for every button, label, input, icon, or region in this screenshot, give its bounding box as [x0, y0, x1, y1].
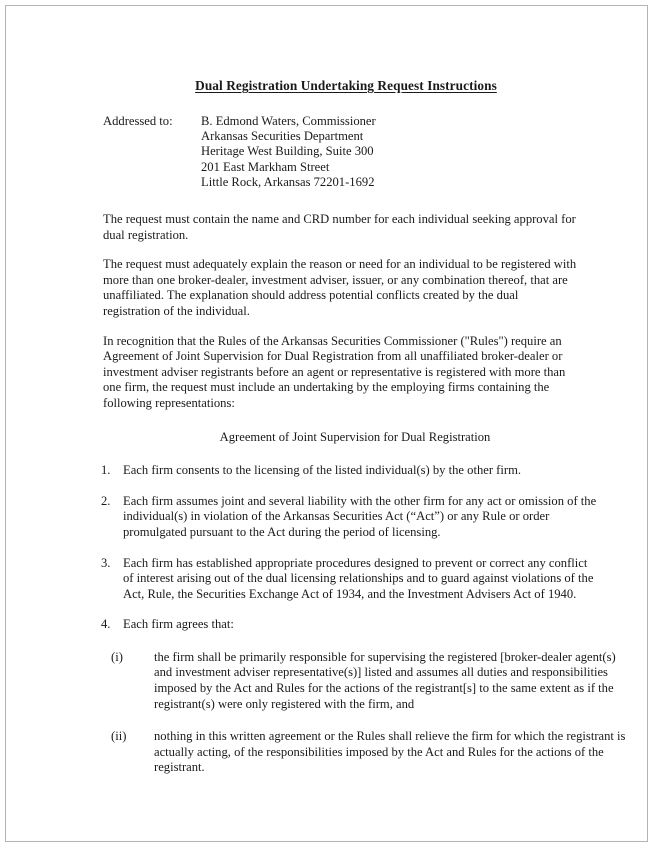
- document-page: [5, 5, 648, 842]
- addressed-to-label: Addressed to:: [103, 114, 173, 128]
- list-item: [97, 463, 597, 479]
- recipient-address: [201, 114, 376, 190]
- list-marker: 3.: [101, 555, 111, 570]
- sub-list-item-text: nothing in this written agreement or the Rules shall relieve the firm for which the registrant is actually acting, of the responsibilities imposed by the Act and Rules for the actions of the registrant.: [154, 729, 626, 775]
- sub-list-item-text: the firm shall be primarily responsible for supervising the registered [broker-dealer agent(s) and investment adviser representative(s)] listed and assumes all duties and responsibilities imposed by the Act and Rules for the actions of the registrant[s] to the same extent as if the registrant(s) were only registered with the firm, and: [154, 649, 616, 711]
- address-line: 201 East Markham Street: [201, 159, 330, 174]
- body-paragraph: The request must adequately explain the reason or need for an individual to be registered with more than one broker-dealer, investment adviser, issuer, or any combination thereof, that are unaffiliated. The explanation should address potential conflicts created by the dual registration of the individual.: [103, 257, 577, 318]
- list-item-text: Each firm has established appropriate procedures designed to prevent or correct any conflict of interest arising out of the dual licensing relationships and to guard against violations of the Act, Rule, the Securities Exchange Act of 1934, and the Investment Advisers Act of 1940.: [123, 555, 594, 601]
- sub-list-item: [97, 729, 632, 776]
- list-marker: 2.: [101, 493, 111, 508]
- sub-list-marker: (ii): [111, 729, 127, 744]
- list-item: [97, 556, 597, 603]
- sub-clause-list: [97, 649, 626, 776]
- representations-list: [97, 463, 597, 633]
- address-line: Arkansas Securities Department: [201, 129, 364, 144]
- address-line: Heritage West Building, Suite 300: [201, 144, 374, 159]
- list-item-text: Each firm assumes joint and several liability with the other firm for any act or omission of the individual(s) in violation of the Arkansas Securities Act (“Act”) or any Rule or order promulgated pursuant to the Act during the period of licensing.: [123, 493, 597, 539]
- list-marker: 1.: [101, 463, 111, 478]
- address-block: [97, 114, 589, 190]
- sub-list-item: [97, 650, 632, 712]
- list-item: [97, 617, 597, 633]
- list-item: [97, 494, 597, 541]
- agreement-heading: Agreement of Joint Supervision for Dual Registration: [219, 429, 491, 444]
- address-line: B. Edmond Waters, Commissioner: [201, 114, 376, 128]
- address-line: Little Rock, Arkansas 72201-1692: [201, 174, 375, 189]
- list-marker: 4.: [101, 617, 111, 632]
- body-paragraph: In recognition that the Rules of the Arkansas Securities Commissioner ("Rules") require an Agreement of Joint Supervision for Dual Registration from all unaffiliated broker-dealer or investment adviser registrants before an agent or representative is registered with more than one firm, the request must include an undertaking by the employing firms containing the following representations:: [103, 333, 566, 410]
- list-item-text: Each firm consents to the licensing of the listed individual(s) by the other firm.: [123, 463, 522, 478]
- sub-list-marker: (i): [111, 649, 123, 664]
- body-paragraph: The request must contain the name and CRD number for each individual seeking approval for dual registration.: [103, 212, 576, 242]
- list-item-text: Each firm agrees that:: [123, 617, 234, 632]
- page-title: Dual Registration Undertaking Request Instructions: [195, 78, 497, 93]
- document-content: [97, 78, 626, 793]
